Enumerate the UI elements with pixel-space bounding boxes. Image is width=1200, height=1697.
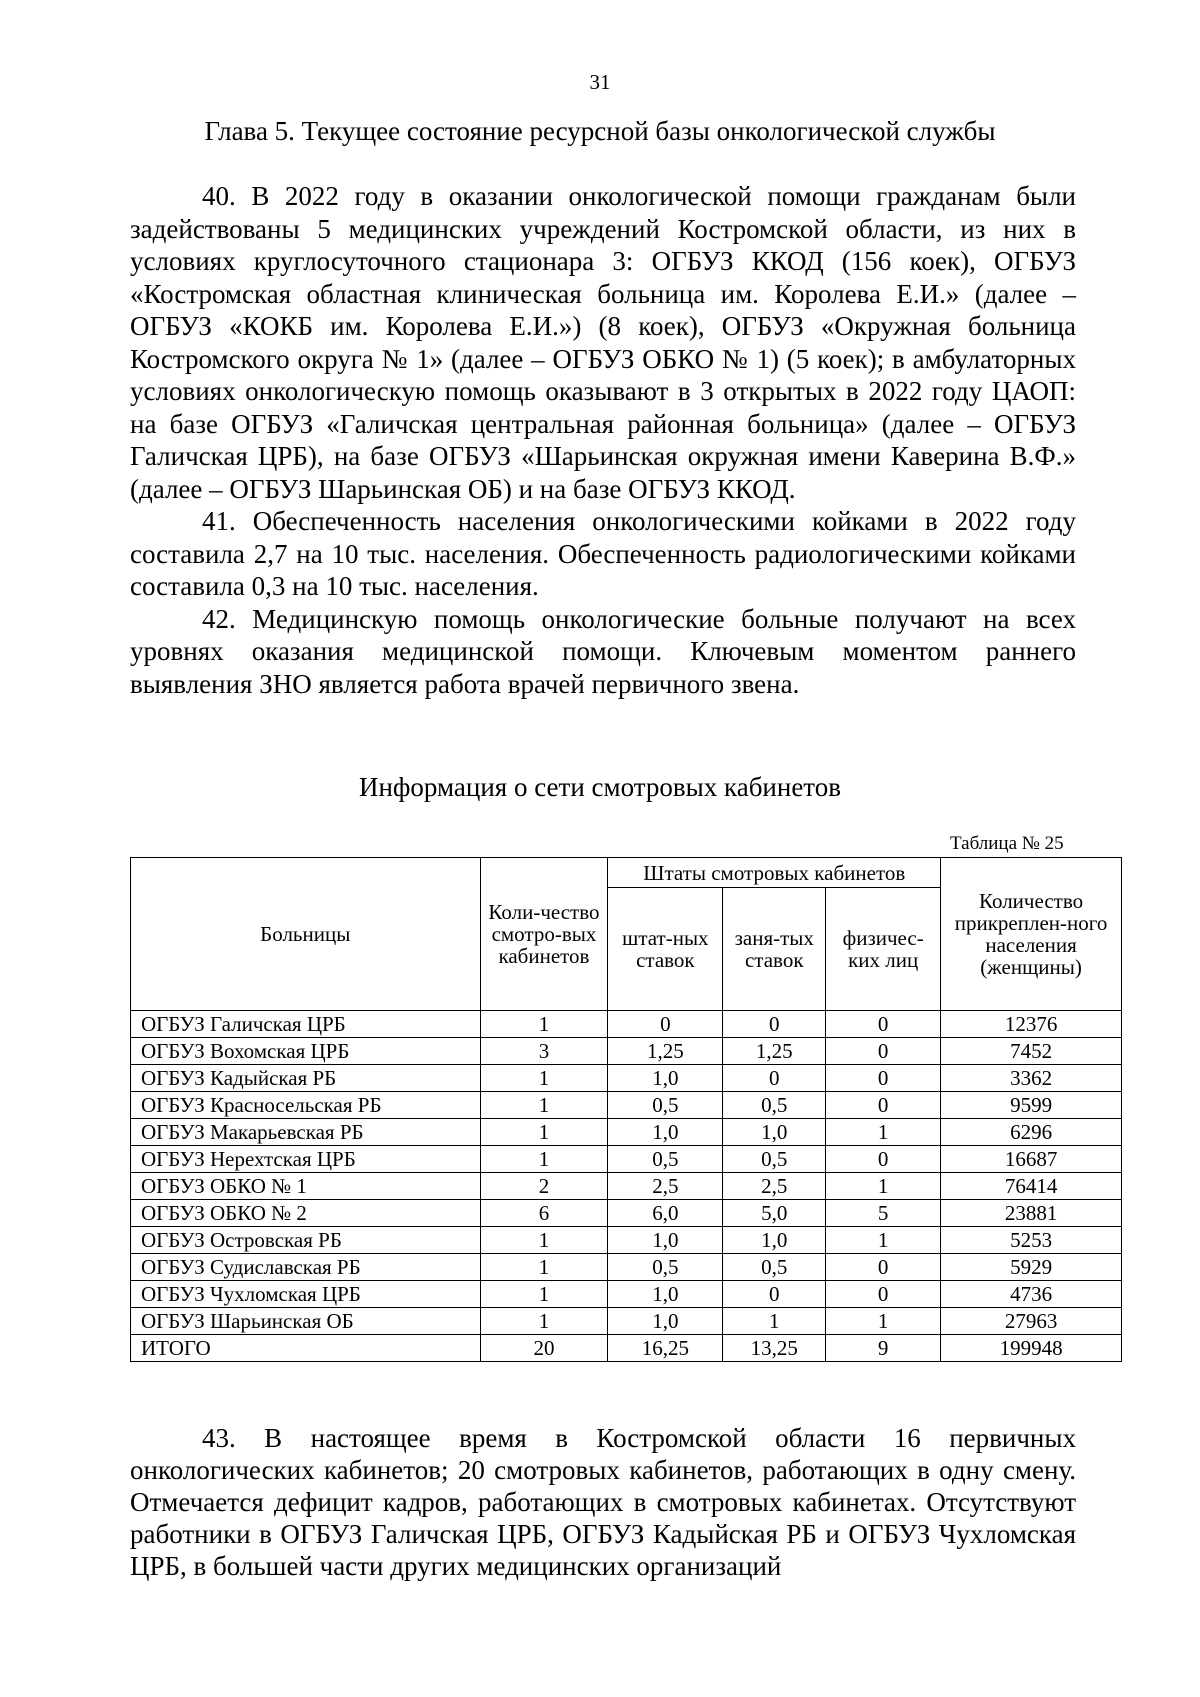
cell-population: 5253 — [941, 1227, 1122, 1254]
cell-occupied: 13,25 — [723, 1335, 826, 1362]
cell-population: 3362 — [941, 1065, 1122, 1092]
table-row — [131, 1308, 1122, 1335]
table-row — [131, 1227, 1122, 1254]
cell-individuals: 0 — [826, 1038, 941, 1065]
cell-occupied: 0,5 — [723, 1146, 826, 1173]
cell-population: 4736 — [941, 1281, 1122, 1308]
cell-cabinets: 6 — [480, 1200, 608, 1227]
table-row — [131, 1119, 1122, 1146]
cell-population: 5929 — [941, 1254, 1122, 1281]
cell-staff: 1,0 — [608, 1308, 723, 1335]
page-number: 31 — [589, 70, 611, 94]
table-row — [131, 1173, 1122, 1200]
header-population: Количество прикреплен-ного населения (женщины) — [941, 858, 1122, 1011]
cell-occupied: 0,5 — [723, 1254, 826, 1281]
cell-cabinets: 1 — [480, 1254, 608, 1281]
cell-staff: 1,0 — [608, 1227, 723, 1254]
cell-cabinets: 1 — [480, 1011, 608, 1038]
table-row — [131, 1038, 1122, 1065]
table-row — [131, 1092, 1122, 1119]
table-row — [131, 1200, 1122, 1227]
cell-name: ОГБУЗ Галичская ЦРБ — [131, 1011, 481, 1038]
chapter-title: Глава 5. Текущее состояние ресурсной базы онкологической службы — [204, 116, 996, 146]
body-text — [130, 180, 1076, 700]
paragraph-43: 43. В настоящее время в Костромской области 16 первичных онкологических кабинетов; 20 смотровых кабинетов, работающих в одну смену. Отмечается дефицит кадров, работающих в смотровых кабинетах. Отсутствуют работники в ОГБУЗ Галичская ЦРБ, ОГБУЗ Кадыйская РБ и ОГБУЗ Чухломская ЦРБ, в большей части других медицинских организаций — [130, 1423, 1076, 1581]
cell-individuals: 1 — [826, 1119, 941, 1146]
cell-staff: 6,0 — [608, 1200, 723, 1227]
cell-staff: 2,5 — [608, 1173, 723, 1200]
cell-occupied: 0 — [723, 1281, 826, 1308]
cell-population: 9599 — [941, 1092, 1122, 1119]
cell-occupied: 1,0 — [723, 1119, 826, 1146]
cell-population: 7452 — [941, 1038, 1122, 1065]
cell-staff: 0,5 — [608, 1146, 723, 1173]
header-staff-group: Штаты смотровых кабинетов — [608, 858, 941, 888]
cell-name: ОГБУЗ Островская РБ — [131, 1227, 481, 1254]
cell-name: ИТОГО — [131, 1335, 481, 1362]
cell-occupied: 5,0 — [723, 1200, 826, 1227]
cell-individuals: 1 — [826, 1227, 941, 1254]
table-row — [131, 1335, 1122, 1362]
cell-name: ОГБУЗ Кадыйская РБ — [131, 1065, 481, 1092]
cell-cabinets: 1 — [480, 1119, 608, 1146]
cell-population: 12376 — [941, 1011, 1122, 1038]
cell-occupied: 1,0 — [723, 1227, 826, 1254]
cell-staff: 1,0 — [608, 1119, 723, 1146]
table-body — [131, 1011, 1122, 1362]
cell-individuals: 1 — [826, 1308, 941, 1335]
cell-occupied: 1,25 — [723, 1038, 826, 1065]
table-row — [131, 1146, 1122, 1173]
cell-population: 23881 — [941, 1200, 1122, 1227]
cell-staff: 1,0 — [608, 1281, 723, 1308]
table-row — [131, 1065, 1122, 1092]
cell-cabinets: 1 — [480, 1227, 608, 1254]
exam-cabinets-table — [130, 857, 1122, 1362]
table-row — [131, 1011, 1122, 1038]
table-row — [131, 1254, 1122, 1281]
cell-occupied: 0 — [723, 1011, 826, 1038]
cell-individuals: 0 — [826, 1254, 941, 1281]
table-caption: Информация о сети смотровых кабинетов — [358, 772, 842, 802]
header-hospitals: Больницы — [131, 858, 481, 1011]
cell-name: ОГБУЗ Вохомская ЦРБ — [131, 1038, 481, 1065]
cell-cabinets: 1 — [480, 1281, 608, 1308]
cell-individuals: 9 — [826, 1335, 941, 1362]
cell-name: ОГБУЗ Нерехтская ЦРБ — [131, 1146, 481, 1173]
cell-individuals: 0 — [826, 1146, 941, 1173]
cell-cabinets: 1 — [480, 1065, 608, 1092]
cell-staff: 16,25 — [608, 1335, 723, 1362]
cell-occupied: 0,5 — [723, 1092, 826, 1119]
cell-occupied: 1 — [723, 1308, 826, 1335]
cell-staff: 0,5 — [608, 1254, 723, 1281]
cell-name: ОГБУЗ Чухломская ЦРБ — [131, 1281, 481, 1308]
paragraph-42: 42. Медицинскую помощь онкологические больные получают на всех уровнях оказания медицинской помощи. Ключевым моментом раннего выявления ЗНО является работа врачей первичного звена. — [130, 603, 1076, 699]
cell-individuals: 0 — [826, 1281, 941, 1308]
cell-staff: 0 — [608, 1011, 723, 1038]
cell-cabinets: 1 — [480, 1308, 608, 1335]
cell-staff: 1,25 — [608, 1038, 723, 1065]
cell-individuals: 0 — [826, 1065, 941, 1092]
header-staff-positions: штат-ных ставок — [608, 888, 723, 1011]
table-number: Таблица № 25 — [950, 833, 1064, 854]
cell-occupied: 0 — [723, 1065, 826, 1092]
cell-occupied: 2,5 — [723, 1173, 826, 1200]
cell-name: ОГБУЗ Красносельская РБ — [131, 1092, 481, 1119]
header-occupied-positions: заня-тых ставок — [723, 888, 826, 1011]
cell-name: ОГБУЗ Макарьевская РБ — [131, 1119, 481, 1146]
cell-staff: 0,5 — [608, 1092, 723, 1119]
cell-name: ОГБУЗ Шарьинская ОБ — [131, 1308, 481, 1335]
body-text-bottom — [130, 1422, 1076, 1582]
cell-cabinets: 1 — [480, 1146, 608, 1173]
cell-population: 76414 — [941, 1173, 1122, 1200]
cell-individuals: 1 — [826, 1173, 941, 1200]
header-individuals: физичес-ких лиц — [826, 888, 941, 1011]
cell-cabinets: 3 — [480, 1038, 608, 1065]
cell-cabinets: 1 — [480, 1092, 608, 1119]
paragraph-41: 41. Обеспеченность населения онкологическими койками в 2022 году составила 2,7 на 10 тыс. населения. Обеспеченность радиологическими койками составила 0,3 на 10 тыс. населения. — [130, 506, 1076, 601]
cell-cabinets: 20 — [480, 1335, 608, 1362]
cell-individuals: 0 — [826, 1011, 941, 1038]
cell-cabinets: 2 — [480, 1173, 608, 1200]
cell-population: 199948 — [941, 1335, 1122, 1362]
cell-individuals: 5 — [826, 1200, 941, 1227]
cell-individuals: 0 — [826, 1092, 941, 1119]
cell-name: ОГБУЗ ОБКО № 1 — [131, 1173, 481, 1200]
cell-staff: 1,0 — [608, 1065, 723, 1092]
cell-population: 16687 — [941, 1146, 1122, 1173]
table-row — [131, 1281, 1122, 1308]
cell-name: ОГБУЗ Судиславская РБ — [131, 1254, 481, 1281]
paragraph-40: 40. В 2022 году в оказании онкологической помощи гражданам были задействованы 5 медицинских учреждений Костромской области, из них в условиях круглосуточного стационара 3: ОГБУЗ ККОД (156 коек), ОГБУЗ «Костромская областная клиническая больница им. Королева Е.И.» (далее – ОГБУЗ «КОКБ им. Королева Е.И.») (8 коек), ОГБУЗ «Окружная больница Костромского округа № 1» (далее – ОГБУЗ ОБКО № 1) (5 коек); в амбулаторных условиях онкологическую помощь оказывают в 3 открытых в 2022 году ЦАОП: на базе ОГБУЗ «Галичская центральная районная больница» (далее – ОГБУЗ Галичская ЦРБ), на базе ОГБУЗ «Шарьинская окружная имени Каверина В.Ф.» (далее – ОГБУЗ Шарьинская ОБ) и на базе ОГБУЗ ККОД. — [130, 181, 1076, 504]
header-cabinets: Коли-чество смотро-вых кабинетов — [480, 858, 608, 1011]
cell-name: ОГБУЗ ОБКО № 2 — [131, 1200, 481, 1227]
cell-population: 6296 — [941, 1119, 1122, 1146]
cell-population: 27963 — [941, 1308, 1122, 1335]
